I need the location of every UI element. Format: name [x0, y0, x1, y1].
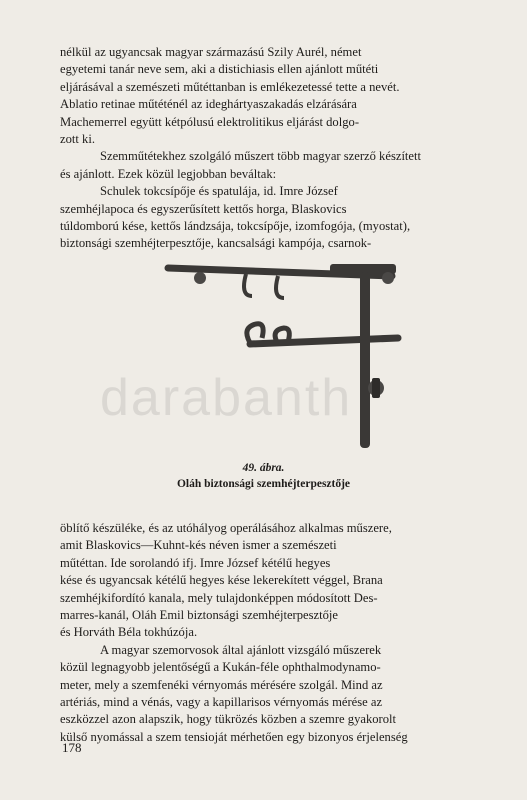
text-line: kése és ugyancsak kétélű hegyes kése lekerekített véggel, Brana: [60, 573, 383, 588]
text-line: szemhéjkifordító kanala, mely tulajdonképpen módosított Des-: [60, 590, 378, 605]
figure-number: 49. ábra.: [242, 462, 285, 474]
text-block-bottom: [60, 520, 510, 746]
text-line: artériás, mind a vénás, vagy a kapillarisos vérnyomás mérése az: [60, 695, 383, 710]
text-line: szemhéjlapoca és egyszerűsített kettős horga, Blaskovics: [60, 201, 347, 216]
text-line: műtéttan. Ide sorolandó ifj. Imre József kétélű hegyes: [60, 555, 331, 570]
text-line: A magyar szemorvosok által ajánlott vizsgáló műszerek: [100, 642, 382, 657]
text-line: Szemműtétekhez szolgáló műszert több magyar szerző készített: [100, 149, 422, 164]
text-line: eljárásával a szemészeti műtéttanban is emlékezetessé tette a nevét.: [60, 79, 400, 94]
text-line: Machemerrel együtt kétpólusú elektrolitikus eljárást dolgo-: [60, 114, 360, 129]
text-line: marres-kanál, Oláh Emil biztonsági szemhéjterpesztője: [60, 608, 339, 623]
text-block-top: [60, 44, 510, 253]
text-line: öblítő készüléke, és az utóhályog operálásához alkalmas műszere,: [60, 521, 392, 535]
text-line: túldomború kése, kettős lándzsája, tokcsípője, izomfogója, (myostat),: [60, 219, 411, 234]
text-line: közül legnagyobb jelentőségű a Kukán-féle ophthalmodynamo-: [60, 660, 381, 675]
text-line: meter, mely a szemfenéki vérnyomás mérésére szolgál. Mind az: [60, 677, 383, 692]
watermark-logo: darabanth: [100, 369, 353, 427]
text-line: Schulek tokcsípője és spatulája, id. Imre József: [100, 184, 338, 199]
text-line: zott ki.: [60, 132, 95, 147]
text-line: amit Blaskovics—Kuhnt-kés néven ismer a szemészeti: [60, 538, 337, 553]
text-line: egyetemi tanár neve sem, aki a distichiasis ellen ajánlott műtéti: [60, 62, 379, 77]
text-line: Ablatio retinae műtéténél az ideghártyaszakadás elzárására: [60, 97, 357, 112]
text-line: nélkül az ugyancsak magyar származású Szily Aurél, német: [60, 45, 362, 59]
eyelid-speculum-illustration: [160, 258, 410, 458]
figure-caption: Oláh biztonsági szemhéjterpesztője: [176, 478, 351, 490]
text-line: külső nyomással a szem tensioját mérhetően egy bizonyos érjelenség: [60, 729, 408, 744]
text-line: és Horváth Béla tokhúzója.: [60, 625, 198, 640]
text-line: és ajánlott. Ezek közül legjobban beváltak:: [60, 166, 277, 181]
text-line: biztonsági szemhéjterpesztője, kancsalsági kampója, csarnok-: [60, 236, 372, 251]
text-line: eszközzel azon alapszik, hogy tükrözés közben a szemre gyakorolt: [60, 712, 397, 727]
page-number: 178: [62, 740, 82, 755]
